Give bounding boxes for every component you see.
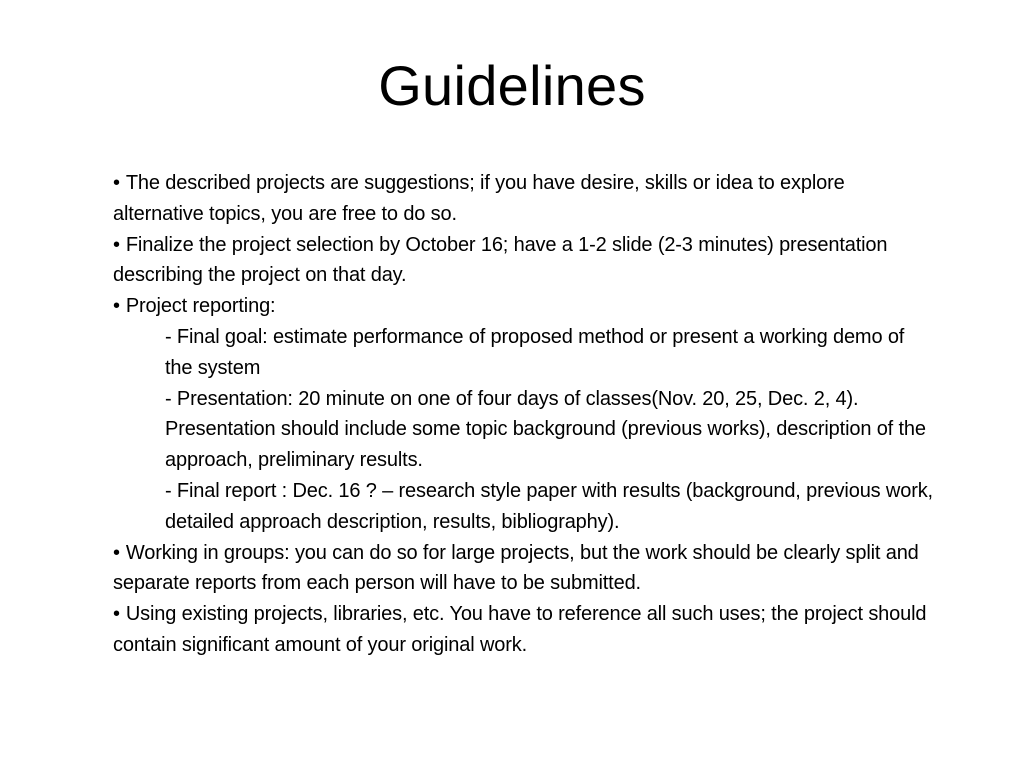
sub-item: - Final goal: estimate performance of proposed method or present a working demo of the system xyxy=(165,325,905,379)
bullet-item xyxy=(113,599,933,661)
bullet-icon: • xyxy=(113,603,120,626)
bullet-icon: • xyxy=(113,295,120,318)
slide-title: Guidelines xyxy=(378,54,646,117)
bullet-text: Using existing projects, libraries, etc. You have to reference all such uses; the project should contain significant amount of your original work. xyxy=(113,603,927,656)
bullet-item xyxy=(113,291,933,322)
bullet-text: The described projects are suggestions; if you have desire, skills or idea to explore alternative topics, you are free to do so. xyxy=(113,172,845,225)
bullet-icon: • xyxy=(113,541,120,564)
bullet-item xyxy=(113,230,933,292)
bullet-text: Project reporting: xyxy=(125,295,276,318)
bullet-item xyxy=(113,538,933,600)
bullet-text: Working in groups: you can do so for large projects, but the work should be clearly split and separate reports from each person will have to be submitted. xyxy=(113,541,919,595)
slide-body xyxy=(113,168,933,661)
sub-item: - Final report : Dec. 16 ? – research style paper with results (background, previous work, detailed approach description, results, bibliography). xyxy=(165,479,933,533)
bullet-item xyxy=(113,168,933,230)
bullet-icon: • xyxy=(113,233,120,256)
bullet-icon: • xyxy=(113,172,120,194)
bullet-text: Finalize the project selection by October 16; have a 1-2 slide (2-3 minutes) presentation describing the project on that day. xyxy=(113,233,888,287)
sub-item: - Presentation: 20 minute on one of four days of classes(Nov. 20, 25, Dec. 2, 4). Presentation should include some topic background (previous works), description of the approach, preliminary results. xyxy=(165,387,926,472)
